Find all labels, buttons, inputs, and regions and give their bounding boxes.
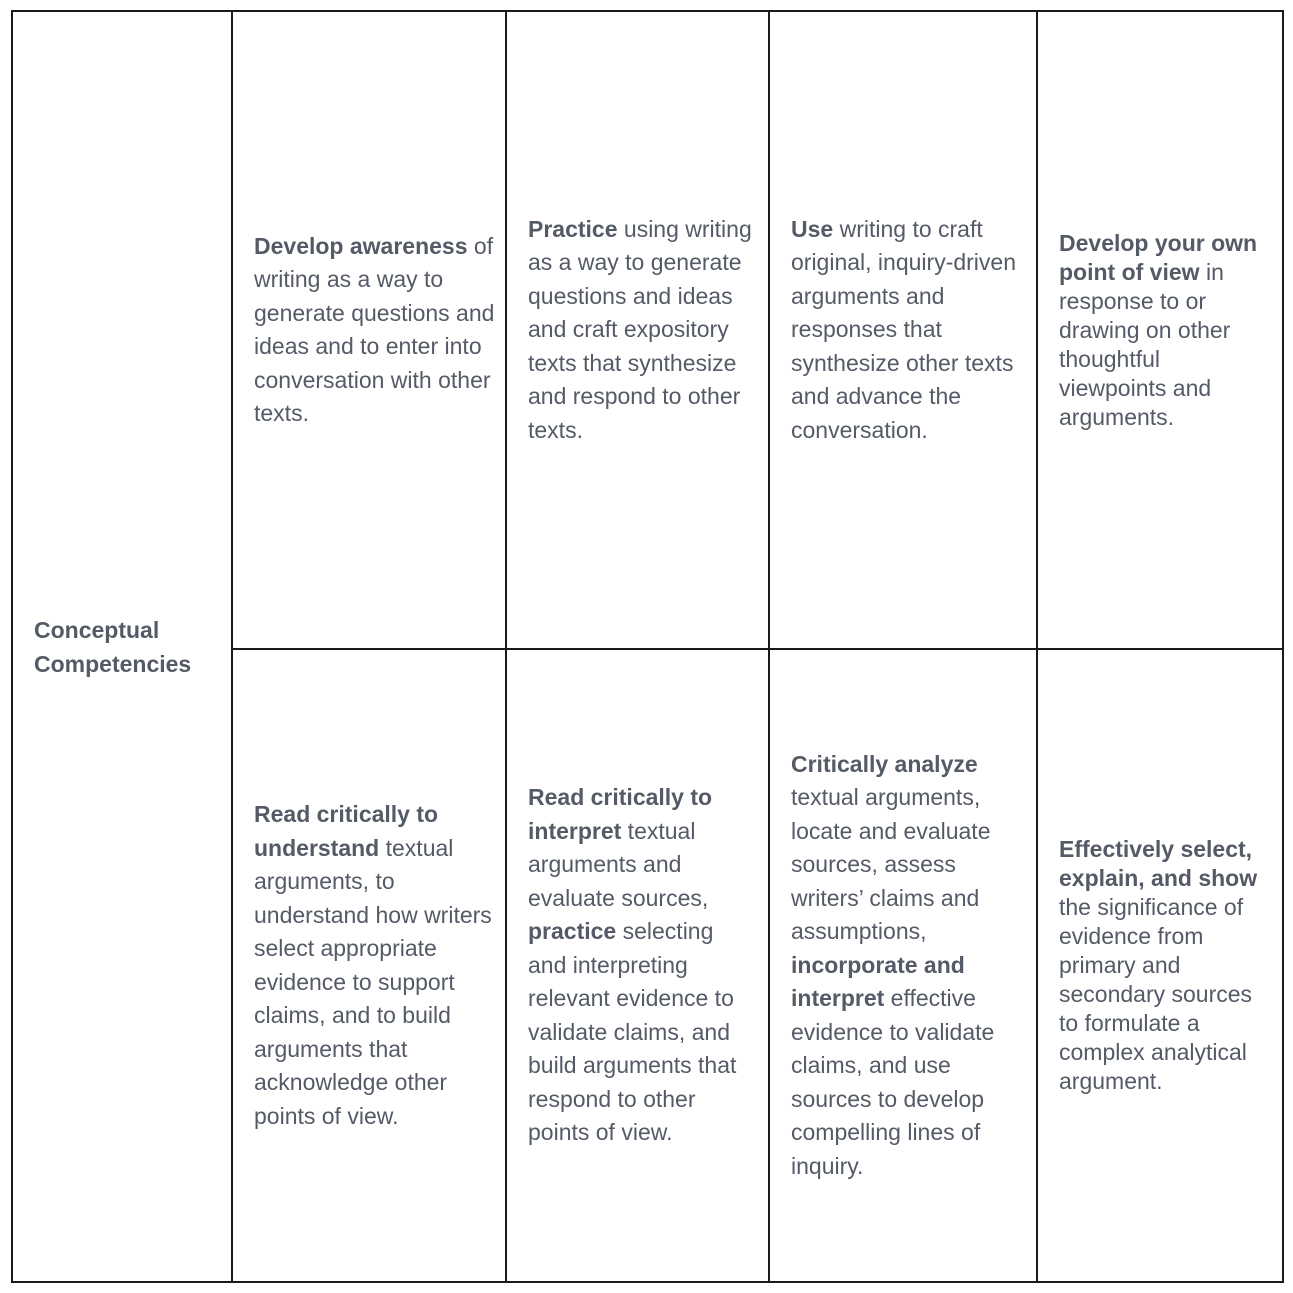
cell-text-run: selecting and interpreting relevant evidence to validate claims, and build arguments that respond to other points of view. bbox=[528, 918, 737, 1146]
cell-bold-run: Develop awareness bbox=[254, 232, 468, 259]
cell-bold-run: Use bbox=[791, 215, 834, 242]
row-label: Conceptual Competencies bbox=[34, 616, 192, 677]
cell-text bbox=[791, 213, 1026, 448]
cell-text-run: of writing as a way to generate questions and ideas and to enter into conversation with other texts. bbox=[254, 232, 495, 426]
cell-bold-run: incorporate and interpret bbox=[791, 951, 965, 1012]
table-border-bottom bbox=[11, 1281, 1284, 1283]
cell-bold-run: Read critically to understand bbox=[254, 801, 439, 861]
cell-bold-run: Develop your own point of view bbox=[1059, 229, 1258, 285]
cell-text-run: the significance of evidence from primary and secondary sources to formulate a complex analytical argument. bbox=[1059, 894, 1253, 1094]
cell-bold-run: practice bbox=[528, 918, 617, 945]
cell-bold-run: Read critically to interpret bbox=[528, 784, 713, 844]
cell-text bbox=[791, 748, 1026, 1184]
cell-text bbox=[1059, 835, 1272, 1096]
cell-row2-col4 bbox=[1038, 650, 1282, 1281]
row-label-cell bbox=[13, 12, 231, 1281]
cell-row2-col2 bbox=[507, 650, 768, 1281]
cell-text bbox=[528, 213, 758, 448]
cell-row1-col1 bbox=[233, 12, 505, 648]
cell-text-run: textual arguments, to understand how writers select appropriate evidence to support claims, and to build arguments that acknowledge other points of view. bbox=[254, 834, 492, 1129]
cell-text-run: writing to craft original, inquiry-driven arguments and responses that synthesize other texts and advance the conversation. bbox=[791, 215, 1016, 443]
cell-bold-run: Effectively select, explain, and show bbox=[1059, 836, 1258, 891]
cell-text bbox=[254, 798, 495, 1133]
cell-text bbox=[254, 230, 495, 431]
cell-text-run: using writing as a way to generate questions and ideas and craft expository texts that synthesize and respond to other texts. bbox=[528, 215, 752, 443]
cell-bold-run: Critically analyze bbox=[791, 750, 978, 777]
cell-text bbox=[528, 781, 758, 1150]
cell-row2-col1 bbox=[233, 650, 505, 1281]
cell-row2-col3 bbox=[770, 650, 1036, 1281]
cell-text-run: in response to or drawing on other thoughtful viewpoints and arguments. bbox=[1059, 258, 1231, 430]
cell-text-run: textual arguments, locate and evaluate sources, assess writers’ claims and assumptions, bbox=[791, 784, 991, 945]
cell-bold-run: Practice bbox=[528, 215, 618, 242]
cell-row1-col4 bbox=[1038, 12, 1282, 648]
table-border-right bbox=[1282, 10, 1284, 1283]
cell-text-run: effective evidence to validate claims, and use sources to develop compelling lines of inquiry. bbox=[791, 985, 995, 1179]
cell-text-run: textual arguments and evaluate sources, bbox=[528, 817, 709, 911]
cell-row1-col2 bbox=[507, 12, 768, 648]
cell-row1-col3 bbox=[770, 12, 1036, 648]
cell-text bbox=[1059, 229, 1272, 432]
